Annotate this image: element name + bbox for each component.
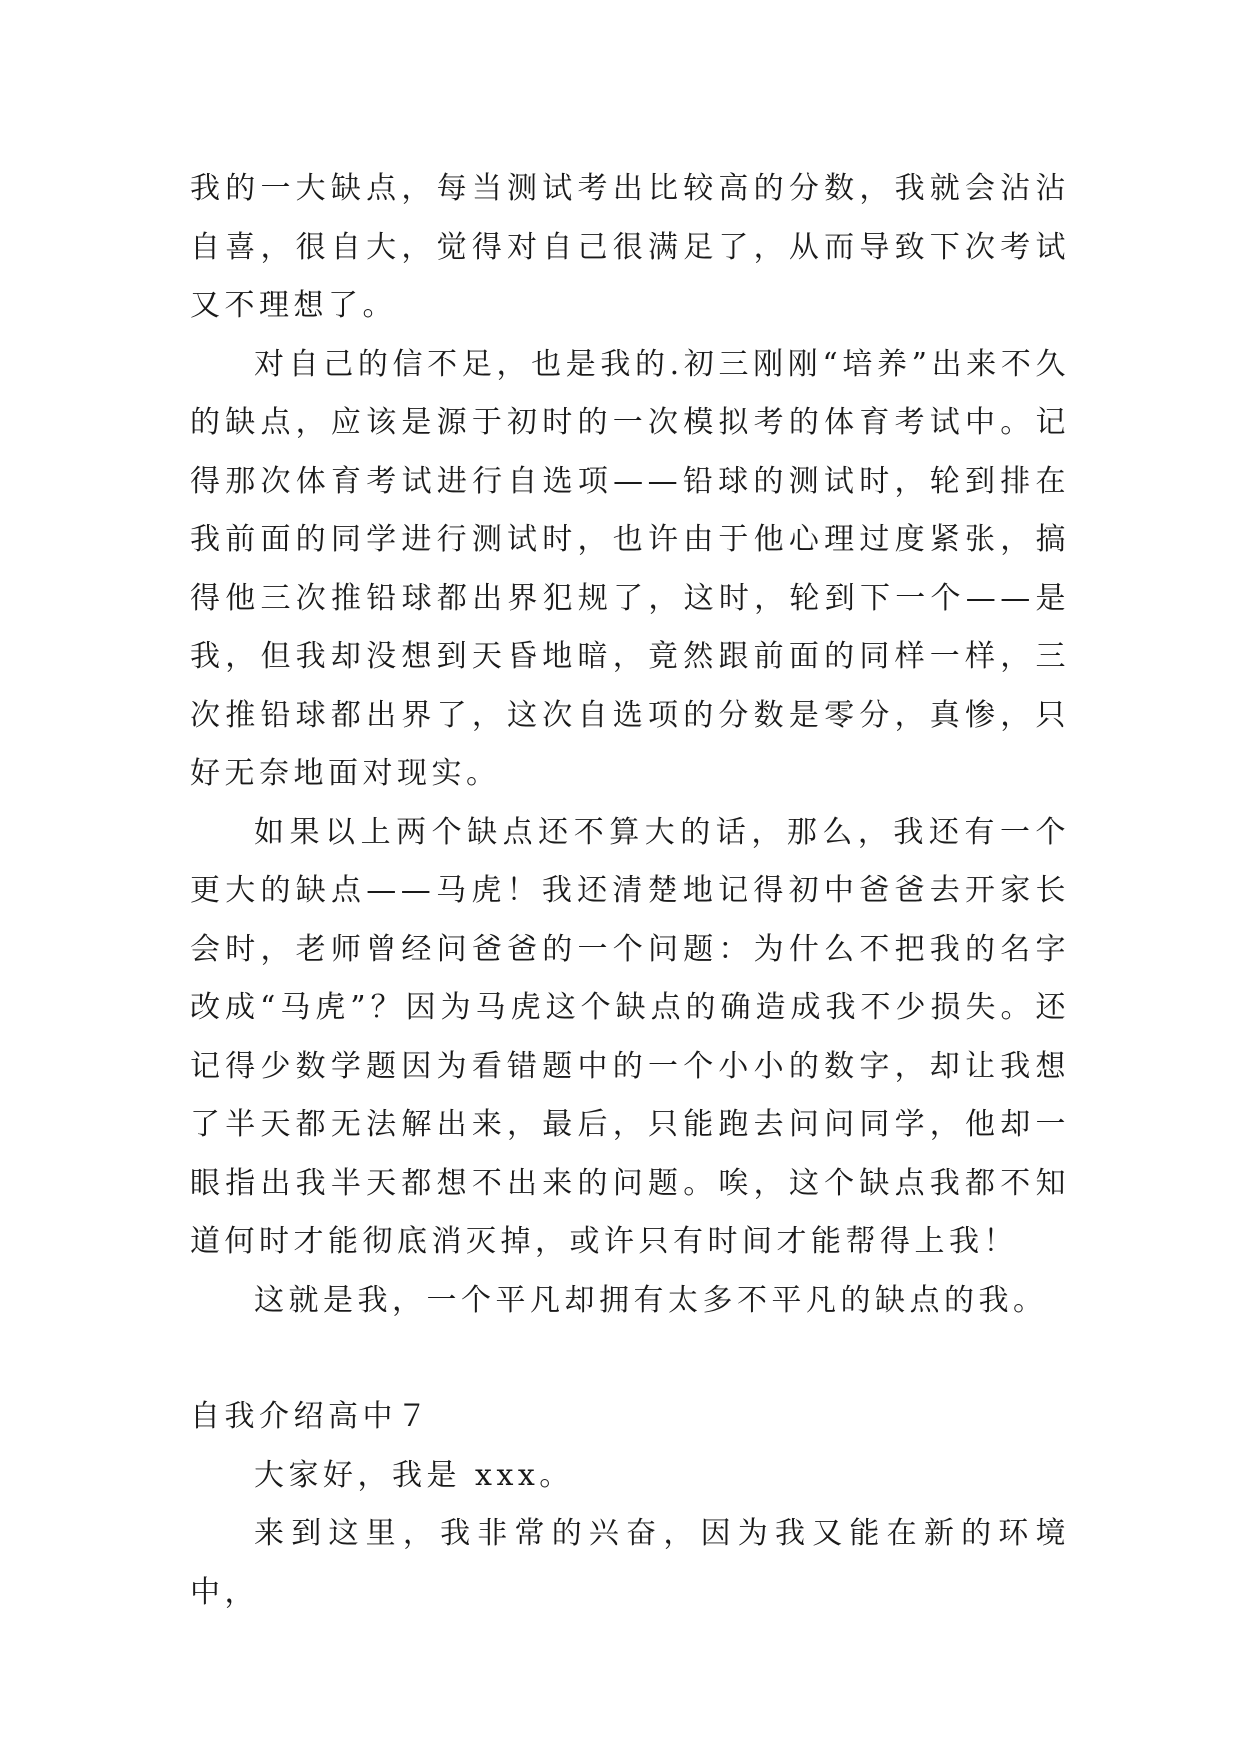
- paragraph-5: 大家好，我是 xxx。: [254, 1457, 574, 1493]
- paragraph-2: 对自己的信不足，也是我的.初三刚刚“培养”出来不久的缺点，应该是源于初时的一次模拟考的体育考试中。记得那次体育考试进行自选项——铅球的测试时，轮到排在我前面的同学进行测试时，也许由于他心理过度紧张，搞得他三次推铅球都出界犯规了，这时，轮到下一个——是我，但我却没想到天昏地暗，竟然跟前面的同样一样，三次推铅球都出界了，这次自选项的分数是零分，真惨，只好无奈地面对现实。: [190, 346, 1070, 791]
- section-title: 自我介绍高中７: [190, 1399, 432, 1434]
- paragraph-6: 来到这里，我非常的兴奋，因为我又能在新的环境中，: [190, 1516, 1070, 1610]
- section-spacer: [190, 1330, 1070, 1388]
- document-body: [190, 160, 1070, 1622]
- paragraph-4: 这就是我，一个平凡却拥有太多不平凡的缺点的我。: [254, 1282, 1048, 1318]
- paragraph-3: 如果以上两个缺点还不算大的话，那么，我还有一个更大的缺点——马虎！我还清楚地记得初中爸爸去开家长会时，老师曾经问爸爸的一个问题：为什么不把我的名字改成“马虎”？因为马虎这个缺点的确造成我不少损失。还记得少数学题因为看错题中的一个小小的数字，却让我想了半天都无法解出来，最后，只能跑去问问同学，他却一眼指出我半天都想不出来的问题。唉，这个缺点我都不知道何时才能彻底消灭掉，或许只有时间才能帮得上我！: [190, 814, 1070, 1259]
- paragraph-1: 我的一大缺点，每当测试考出比较高的分数，我就会沾沾自喜，很自大，觉得对自己很满足了，从而导致下次考试又不理想了。: [190, 171, 1070, 323]
